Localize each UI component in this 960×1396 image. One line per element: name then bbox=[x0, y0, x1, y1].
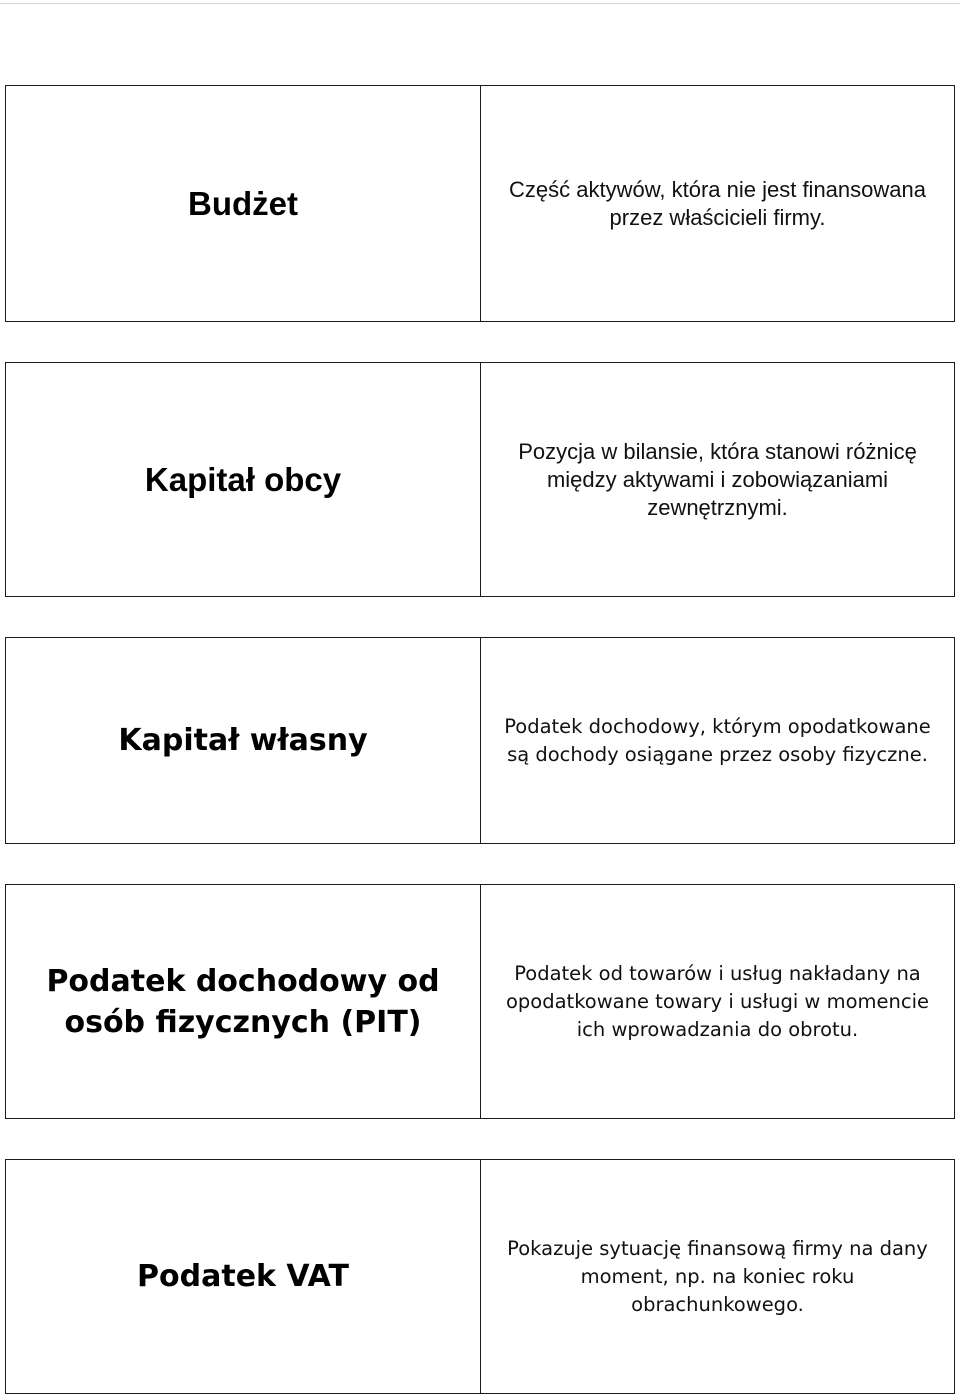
definition-cell bbox=[481, 86, 954, 321]
definition-text: Podatek dochodowy, którym opodatkowane są dochody osiągane przez osoby fizyczne. bbox=[504, 714, 931, 766]
definition-cell bbox=[481, 1160, 954, 1393]
definition-cell bbox=[481, 885, 954, 1118]
term-cell bbox=[6, 638, 481, 843]
term-text: Podatek dochodowy od osób fizycznych (PIT) bbox=[46, 963, 440, 1040]
card-podatek-pit bbox=[5, 884, 955, 1119]
term-text: Kapitał obcy bbox=[144, 461, 342, 498]
term-text: Budżet bbox=[188, 185, 298, 222]
definition-cell bbox=[481, 638, 954, 843]
definition-cell bbox=[481, 363, 954, 596]
definition-text: Część aktywów, która nie jest finansowana przez właścicieli firmy. bbox=[509, 176, 926, 230]
card-kapital-obcy bbox=[5, 362, 955, 597]
term-cell bbox=[6, 885, 481, 1118]
term-cell bbox=[6, 363, 481, 596]
definition-text: Pozycja w bilansie, która stanowi różnicę między aktywami i zobowiązaniami zewnętrznymi. bbox=[518, 438, 917, 520]
card-budzet bbox=[5, 85, 955, 322]
definition-text: Pokazuje sytuację finansową firmy na dany moment, np. na koniec roku obrachunkowego. bbox=[507, 1236, 928, 1316]
term-cell bbox=[6, 86, 481, 321]
term-text: Podatek VAT bbox=[137, 1259, 349, 1294]
term-cell bbox=[6, 1160, 481, 1393]
definition-text: Podatek od towarów i usług nakładany na opodatkowane towary i usługi w momencie ich wprowadzania do obrotu. bbox=[505, 961, 929, 1041]
top-rule bbox=[0, 3, 960, 4]
card-kapital-wlasny bbox=[5, 637, 955, 844]
term-text: Kapitał własny bbox=[118, 723, 368, 758]
card-podatek-vat bbox=[5, 1159, 955, 1394]
